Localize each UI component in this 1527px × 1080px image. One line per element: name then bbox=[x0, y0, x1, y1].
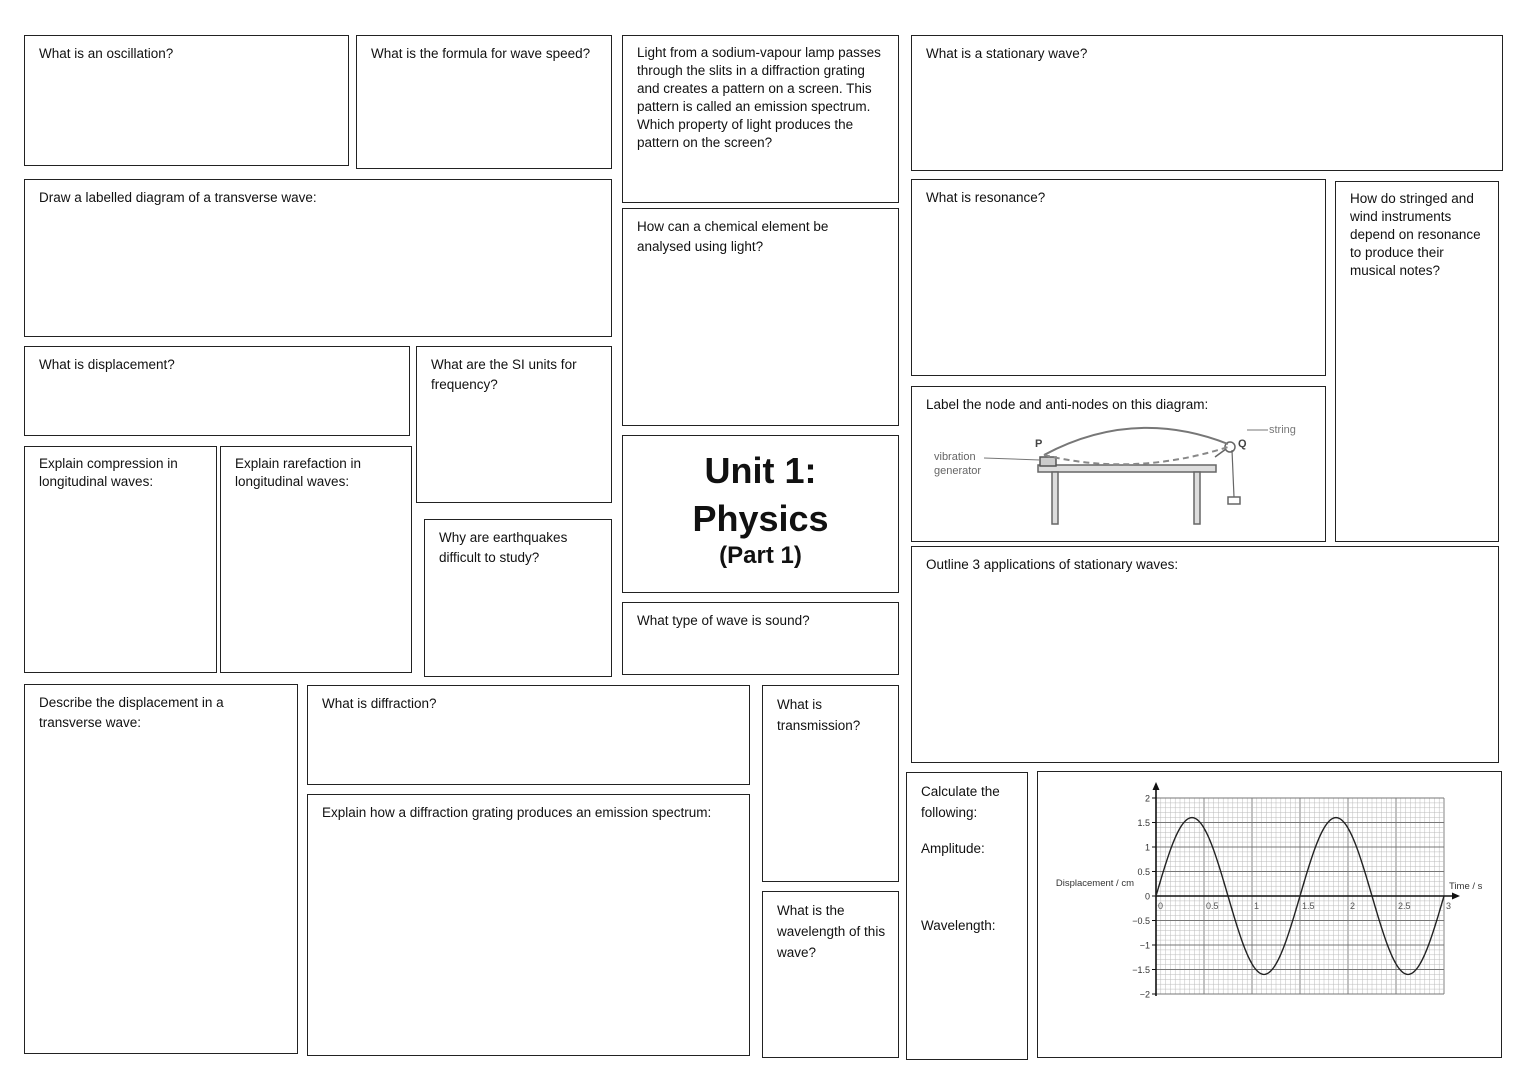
graph-box bbox=[1037, 771, 1502, 1058]
earthquakes-box[interactable] bbox=[424, 519, 612, 677]
displacement-box[interactable] bbox=[24, 346, 410, 436]
wave-speed-box[interactable] bbox=[356, 35, 612, 169]
transmission-box[interactable] bbox=[762, 685, 899, 882]
oscillation-question: What is an oscillation? bbox=[39, 46, 174, 61]
x-axis-label: Time / s bbox=[1449, 881, 1483, 892]
x-tick-label: 0 bbox=[1158, 901, 1164, 911]
hanging-mass bbox=[1228, 497, 1240, 504]
resonance-box[interactable] bbox=[911, 179, 1326, 376]
table-leg-right bbox=[1194, 472, 1200, 524]
y-tick-label: 2 bbox=[1144, 793, 1150, 804]
title-box bbox=[622, 435, 899, 593]
diffraction-question: What is diffraction? bbox=[322, 696, 437, 711]
title-line-2: Physics bbox=[692, 498, 829, 539]
x-axis-arrow bbox=[1452, 893, 1460, 900]
x-tick-label: 1 bbox=[1254, 901, 1260, 911]
y-tick-label: 1 bbox=[1144, 842, 1150, 853]
string-diagram bbox=[912, 387, 1325, 541]
wavelength-wave-question: What is the wavelength of this wave? bbox=[777, 903, 886, 960]
wave-speed-question: What is the formula for wave speed? bbox=[371, 46, 591, 61]
sound-type-box[interactable] bbox=[622, 602, 899, 675]
label-q: Q bbox=[1238, 438, 1247, 450]
y-axis-label: Displacement / cm bbox=[1055, 878, 1134, 889]
x-tick-label: 0.5 bbox=[1206, 901, 1219, 911]
displacement-question: What is displacement? bbox=[39, 357, 175, 372]
chemical-element-box[interactable] bbox=[622, 208, 899, 426]
label-generator-1: vibration bbox=[934, 451, 976, 463]
y-tick-label: −2 bbox=[1139, 989, 1150, 1000]
applications-question: Outline 3 applications of stationary waves: bbox=[926, 557, 1179, 572]
compression-box[interactable] bbox=[24, 446, 217, 673]
label-p: P bbox=[1035, 438, 1043, 450]
rarefaction-box[interactable] bbox=[220, 446, 412, 673]
x-tick-label: 2 bbox=[1350, 901, 1356, 911]
grating-spectrum-question: Explain how a diffraction grating produces an emission spectrum: bbox=[322, 805, 712, 820]
amplitude-label: Amplitude: bbox=[921, 841, 985, 856]
instruments-box[interactable] bbox=[1335, 181, 1499, 542]
calculate-question: Calculate the following: bbox=[921, 784, 1000, 820]
label-generator-2: generator bbox=[934, 465, 982, 477]
si-units-question: What are the SI units for frequency? bbox=[431, 357, 577, 392]
table-top bbox=[1038, 465, 1216, 472]
title-line-3: (Part 1) bbox=[719, 542, 802, 569]
y-axis-arrow bbox=[1153, 782, 1160, 790]
calculate-box[interactable] bbox=[906, 772, 1028, 1060]
sound-type-question: What type of wave is sound? bbox=[637, 613, 810, 628]
table-leg-left bbox=[1052, 472, 1058, 524]
string-upper bbox=[1044, 428, 1228, 455]
title-line-1: Unit 1: bbox=[704, 450, 817, 491]
y-tick-label: −0.5 bbox=[1132, 916, 1150, 926]
stationary-wave-box[interactable] bbox=[911, 35, 1503, 171]
resonance-question: What is resonance? bbox=[926, 190, 1046, 205]
grating-spectrum-box[interactable] bbox=[307, 794, 750, 1056]
y-tick-label: 0 bbox=[1144, 891, 1150, 902]
wavelength-label: Wavelength: bbox=[921, 918, 996, 933]
label-nodes-box[interactable] bbox=[911, 386, 1326, 542]
applications-box[interactable] bbox=[911, 546, 1499, 763]
instruments-question: How do stringed and wind instruments depend on resonance to produce their musical notes? bbox=[1350, 191, 1481, 278]
transverse-displacement-box[interactable] bbox=[24, 684, 298, 1054]
sodium-lamp-question: Light from a sodium-vapour lamp passes through the slits in a diffraction grating and creates a pattern on a screen. This pattern is called an emission spectrum. Which property of light produces the pattern on the screen? bbox=[637, 45, 881, 150]
x-tick-label: 2.5 bbox=[1398, 901, 1411, 911]
chemical-element-question: How can a chemical element be analysed using light? bbox=[637, 219, 829, 254]
stationary-wave-question: What is a stationary wave? bbox=[926, 46, 1088, 61]
earthquakes-question: Why are earthquakes difficult to study? bbox=[439, 530, 568, 565]
string-lower bbox=[1044, 447, 1228, 464]
x-tick-label: 3 bbox=[1446, 901, 1452, 911]
oscillation-box[interactable] bbox=[24, 35, 349, 166]
label-string: string bbox=[1269, 424, 1296, 436]
wavelength-wave-box[interactable] bbox=[762, 891, 899, 1058]
y-tick-label: 1.5 bbox=[1137, 818, 1150, 828]
compression-question: Explain compression in longitudinal waves: bbox=[39, 456, 178, 489]
rarefaction-question: Explain rarefaction in longitudinal waves: bbox=[235, 456, 362, 489]
label-nodes-question: Label the node and anti-nodes on this diagram: bbox=[926, 397, 1209, 412]
diffraction-box[interactable] bbox=[307, 685, 750, 785]
y-tick-label: 0.5 bbox=[1137, 867, 1150, 877]
y-tick-label: −1 bbox=[1139, 940, 1150, 951]
y-tick-label: −1.5 bbox=[1132, 965, 1150, 975]
transverse-diagram-question: Draw a labelled diagram of a transverse wave: bbox=[39, 190, 317, 205]
transverse-diagram-box[interactable] bbox=[24, 179, 612, 337]
si-units-box[interactable] bbox=[416, 346, 612, 503]
vibration-generator bbox=[1040, 457, 1056, 466]
transmission-question: What is transmission? bbox=[777, 697, 861, 733]
transverse-displacement-question: Describe the displacement in a transverse wave: bbox=[39, 695, 224, 730]
sodium-lamp-box[interactable] bbox=[622, 35, 899, 203]
displacement-time-chart bbox=[1038, 772, 1501, 1057]
x-tick-label: 1.5 bbox=[1302, 901, 1315, 911]
